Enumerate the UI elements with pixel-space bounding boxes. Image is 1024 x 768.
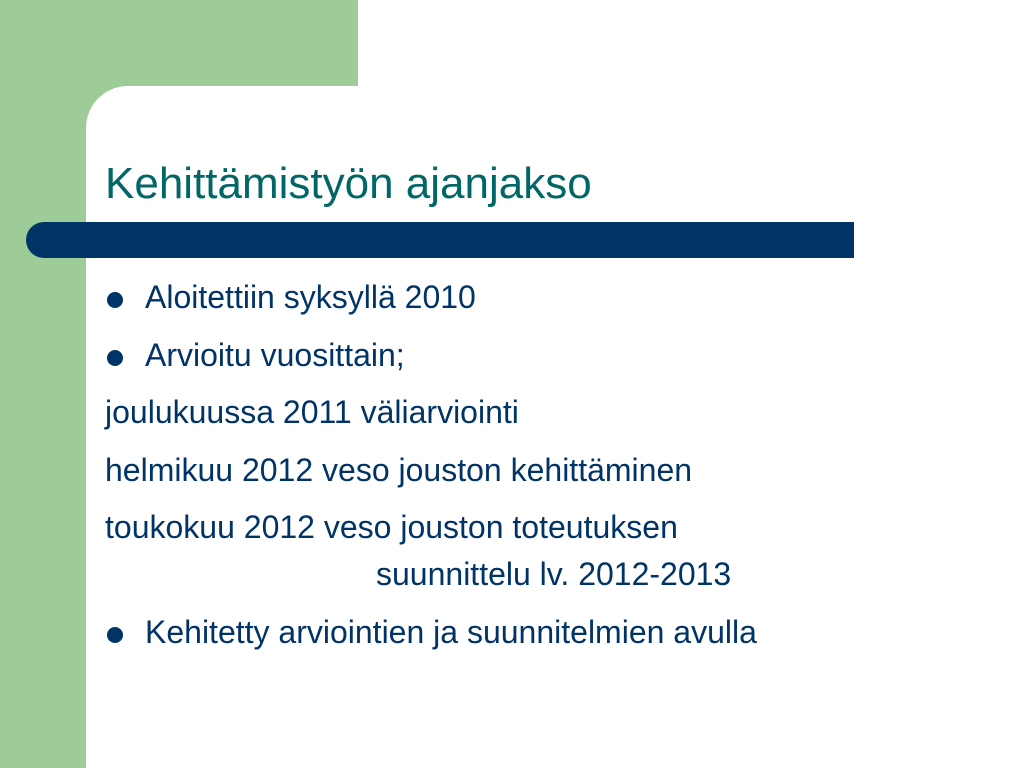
bullet-icon [107,627,123,643]
bullet-item [105,613,757,651]
body-line [105,451,692,489]
bullet-text: Arvioitu vuosittain; [145,337,405,373]
bullet-text: Aloitettiin syksyllä 2010 [145,279,476,315]
bullet-item [105,278,476,316]
slide-title: Kehittämistyön ajanjakso [105,159,592,208]
body-line [105,508,678,546]
bullet-item [105,336,405,374]
body-text: joulukuussa 2011 väliarviointi [105,394,519,430]
body-line [105,393,519,431]
body-text: suunnittelu lv. 2012-2013 [376,556,732,592]
bullet-text: Kehitetty arviointien ja suunnitelmien avulla [145,614,757,650]
body-text: toukokuu 2012 veso jouston toteutuksen [105,509,678,545]
bullet-icon [107,292,123,308]
body-line-continued [376,555,731,593]
bullet-icon [107,350,123,366]
body-text: helmikuu 2012 veso jouston kehittäminen [105,452,693,488]
title-underline-bar [26,222,854,258]
